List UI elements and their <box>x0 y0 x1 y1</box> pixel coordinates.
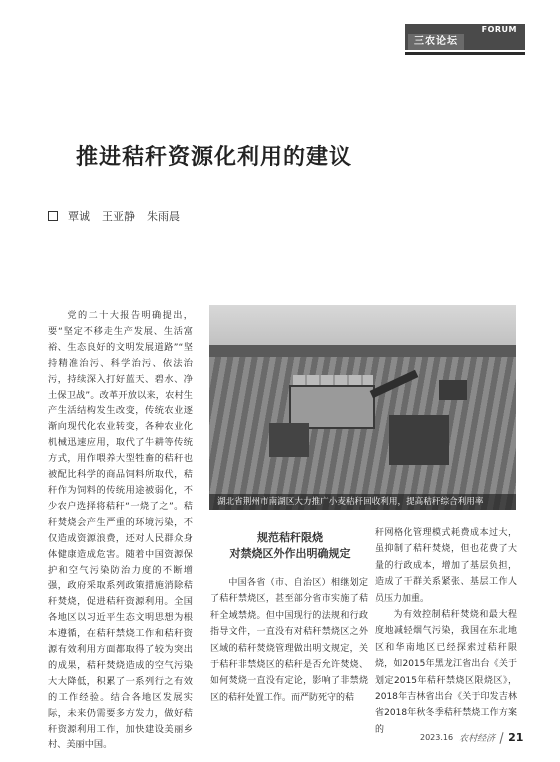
page-number: 21 <box>508 731 524 744</box>
issue-number: 2023.16 <box>420 733 454 742</box>
middle-column <box>210 575 368 706</box>
header-rule <box>405 52 525 55</box>
right-column-paragraph: 秆网格化管理模式耗费成本过大，虽抑制了秸秆焚烧，但也花费了大量的行政成本，增加了基层负担，造成了干群关系紧张、基层工作人员压力加重。 <box>375 528 517 604</box>
author-line <box>48 208 188 224</box>
author-name: 朱雨晨 <box>147 210 180 223</box>
section-subheading <box>210 530 370 562</box>
left-column <box>48 308 193 753</box>
right-column-paragraph: 为有效控制秸秆焚烧和最大程度地减轻烟气污染，我国在东北地区和华南地区已经探索过秸秆限烧，如2015年黑龙江省出台《关于划定2015年秸秆禁烧区限烧区》，2018年吉林省出台《关于印发吉林省2018年秋冬季秸秆禁烧工作方案的 <box>375 610 517 735</box>
left-column-paragraph: 党的二十大报告明确提出，要“坚定不移走生产发展、生活富裕、生态良好的文明发展道路”“坚持精准治污、科学治污、依法治污，持续深入打好蓝天、碧水、净土保卫战”。改革开放以来，农村生产生活结构发生改变，传统农业逐渐向现代化农业转变，各种农业化机械迅速应用，取代了牛耕等传统方式，用作喂养大型牲畜的秸秆也被配比科学的商品饲料所取代，秸秆作为饲料的传统用途被弱化，不少农户选择将秸秆“一烧了之”。秸秆焚烧会产生严重的环境污染，不仅造成资源浪费，还对人民群众身体健康造成危害。随着中国资源保护和空气污染防治力度的不断增强，政府采取系列政策措施消除秸秆焚烧，促进秸秆资源利用。全国各地区以习近平生态文明思想为根本遵循，在秸秆禁烧工作和秸秆资源有效利用方面都取得了较为突出的成果，秸秆焚烧造成的空气污染大大降低，积累了一系列行之有效的工作经验。结合各地区发展实际，未来仍需要多方发力，做好秸秆资源利用工作，加快建设美丽乡村、美丽中国。 <box>48 310 193 751</box>
right-column <box>375 525 517 738</box>
author-name: 王亚静 <box>102 210 135 223</box>
page-footer <box>420 731 523 744</box>
photo-caption: 湖北省荆州市南湖区大力推广小麦秸秆回收利用，提高秸秆综合利用率 <box>209 494 516 510</box>
article-title: 推进秸秆资源化利用的建议 <box>76 144 353 170</box>
author-name: 覃诚 <box>68 210 90 223</box>
author-box-icon <box>48 211 58 221</box>
article-photo <box>209 305 516 510</box>
footer-divider <box>500 732 504 744</box>
publication-name: 农村经济 <box>459 734 496 744</box>
subheading-line: 对禁烧区外作出明确规定 <box>229 547 351 560</box>
section-tag: 三农论坛 <box>408 34 464 50</box>
subheading-line: 规范秸秆限烧 <box>257 531 323 544</box>
forum-label: FORUM <box>481 25 517 34</box>
middle-column-paragraph: 中国各省（市、自治区）相继划定了秸秆禁烧区，甚至部分省市实施了秸秆全域禁烧。但中国现行的法规和行政指导文件，一直没有对秸秆禁烧区之外区域的秸秆焚烧管理做出明文规定，关于秸秆非禁烧区的秸秆是否允许焚烧、如何焚烧一直没有定论，影响了非禁烧区的秸秆处置工作。而严防死守的秸 <box>210 578 368 703</box>
